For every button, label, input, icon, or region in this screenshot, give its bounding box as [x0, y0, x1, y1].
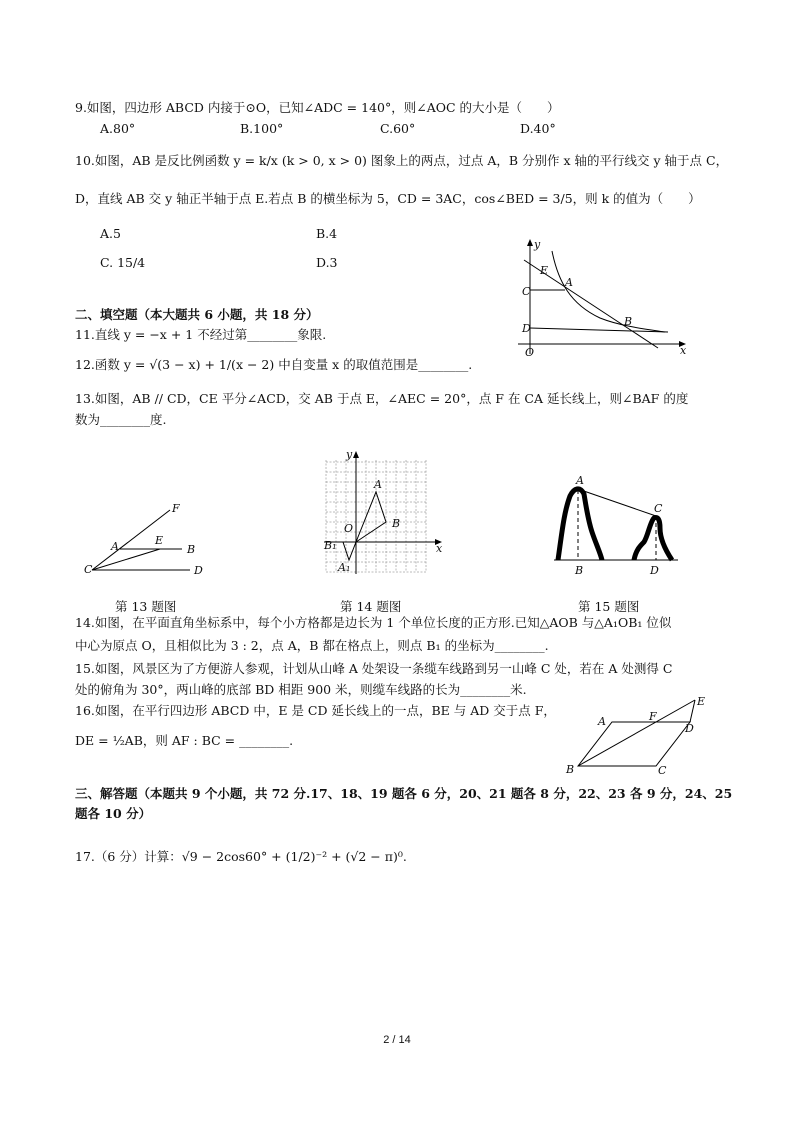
- fig14-y-arrow: [353, 451, 359, 458]
- q15-line2: 处的俯角为 30°，两山峰的底部 BD 相距 900 米，则缆车线路的长为________米.: [75, 682, 527, 697]
- fig16-label-e: E: [697, 695, 706, 708]
- q10-option-c: C. 15/4: [100, 255, 146, 270]
- fig14-grid: [326, 460, 426, 572]
- fig14-label-b1: B₁: [324, 539, 337, 552]
- fig15-caption: 第 15 题图: [578, 599, 640, 614]
- fig16: [560, 694, 715, 780]
- q9-stem: 9.如图，四边形 ABCD 内接于⊙O，已知∠ADC = 140°，则∠AOC 的大小是（ ）: [75, 100, 560, 115]
- fig16-parallelogram: [578, 722, 690, 766]
- fig10-y-arrow: [527, 239, 533, 246]
- fig13-caption: 第 13 题图: [115, 599, 177, 614]
- fig14-triangle-a1ob1: [343, 542, 356, 560]
- q10-line1: 10.如图，AB 是反比例函数 y = k/x (k > 0, x > 0) 图象上的两点，过点 A，B 分别作 x 轴的平行线交 y 轴于点 C，: [75, 153, 729, 168]
- page-number: 2 / 14: [383, 1034, 411, 1046]
- section-3-line2: 题各 10 分）: [75, 806, 152, 821]
- fig16-label-f: F: [649, 710, 657, 723]
- q9-option-d: D.40°: [520, 121, 556, 136]
- fig16-label-a: A: [598, 715, 606, 728]
- fig10-hyperbola: [552, 251, 665, 332]
- fig16-line-de: [690, 700, 695, 722]
- q17: 17.（6 分）计算：√9 − 2cos60° + (1/2)⁻² + (√2 − π)⁰.: [75, 849, 407, 864]
- q14-line2: 中心为原点 O，且相似比为 3 : 2，点 A，B 都在格点上，则点 B₁ 的坐标为________.: [75, 638, 549, 653]
- fig13-label-a: A: [111, 540, 119, 553]
- fig15-label-c: C: [654, 502, 663, 515]
- fig16-line-be: [578, 700, 695, 766]
- q14-line1: 14.如图，在平面直角坐标系中，每个小方格都是边长为 1 个单位长度的正方形.已知△AOB 与△A₁OB₁ 位似: [75, 615, 672, 630]
- q9-option-c: C.60°: [380, 121, 416, 136]
- q16-line1: 16.如图，在平行四边形 ABCD 中，E 是 CD 延长线上的一点，BE 与 AD 交于点 F，: [75, 703, 556, 718]
- q11: 11.直线 y = −x + 1 不经过第________象限.: [75, 327, 327, 342]
- fig14-label-b: B: [392, 517, 401, 530]
- fig13-label-e: E: [155, 534, 164, 547]
- fig15-label-b: B: [575, 564, 584, 577]
- fig16-label-c: C: [658, 764, 667, 777]
- fig10-label-y: y: [534, 238, 541, 251]
- q10-option-d: D.3: [316, 255, 338, 270]
- fig13-label-f: F: [172, 502, 180, 515]
- fig10-label-b: B: [624, 315, 633, 328]
- fig15-label-a: A: [576, 474, 584, 487]
- fig14-triangle-aob: [356, 492, 386, 542]
- fig10-label-a: A: [565, 276, 573, 289]
- fig14-label-a: A: [374, 478, 382, 491]
- q10-option-a: A.5: [100, 226, 121, 241]
- fig13-label-d: D: [194, 564, 203, 577]
- fig15: [550, 472, 685, 580]
- fig14-label-o: O: [344, 522, 354, 535]
- fig13-label-b: B: [187, 543, 196, 556]
- fig14: [316, 448, 446, 576]
- fig16-label-b: B: [566, 763, 575, 776]
- fig14-label-y: y: [346, 448, 353, 461]
- fig15-label-d: D: [650, 564, 659, 577]
- fig13-label-c: C: [84, 563, 93, 576]
- fig14-label-a1: A₁: [338, 561, 351, 574]
- section-3-line1: 三、解答题（本题共 9 个小题，共 72 分.17、18、19 题各 6 分，20、21 题各 8 分，22、23 各 9 分，24、25: [75, 786, 733, 801]
- q16-line2: DE = ½AB，则 AF : BC = ________.: [75, 733, 294, 748]
- fig14-caption: 第 14 题图: [340, 599, 402, 614]
- fig10-label-e: E: [540, 264, 549, 277]
- q10-line2: D，直线 AB 交 y 轴正半轴于点 E.若点 B 的横坐标为 5，CD = 3AC，cos∠BED = 3/5，则 k 的值为（ ）: [75, 191, 701, 206]
- q13-line1: 13.如图，AB // CD，CE 平分∠ACD，交 AB 于点 E，∠AEC = 20°，点 F 在 CA 延长线上，则∠BAF 的度: [75, 391, 689, 406]
- q9-option-b: B.100°: [240, 121, 284, 136]
- q12: 12.函数 y = √(3 − x) + 1/(x − 2) 中自变量 x 的取值范围是________.: [75, 357, 473, 372]
- fig15-mountain-c: [634, 517, 672, 560]
- fig15-cable-ac: [578, 489, 656, 516]
- fig16-label-d: D: [685, 722, 694, 735]
- q9-option-a: A.80°: [100, 121, 136, 136]
- fig13: [82, 500, 212, 582]
- fig13-line-ce: [92, 549, 160, 570]
- q10-option-b: B.4: [316, 226, 338, 241]
- q13-line2: 数为________度.: [75, 412, 167, 427]
- fig10-label-c: C: [522, 285, 531, 298]
- fig10-line-db: [530, 328, 668, 332]
- section-2-title: 二、填空题（本大题共 6 小题，共 18 分）: [75, 307, 319, 322]
- q10-figure: [510, 236, 695, 361]
- fig10-label-o: O: [525, 346, 535, 359]
- fig10-label-x: x: [680, 344, 687, 357]
- fig15-mountain-a: [558, 489, 602, 560]
- q15-line1: 15.如图，风景区为了方便游人参观，计划从山峰 A 处架设一条缆车线路到另一山峰 C 处，若在 A 处测得 C: [75, 661, 673, 676]
- fig10-label-d: D: [522, 322, 531, 335]
- fig14-label-x: x: [436, 542, 443, 555]
